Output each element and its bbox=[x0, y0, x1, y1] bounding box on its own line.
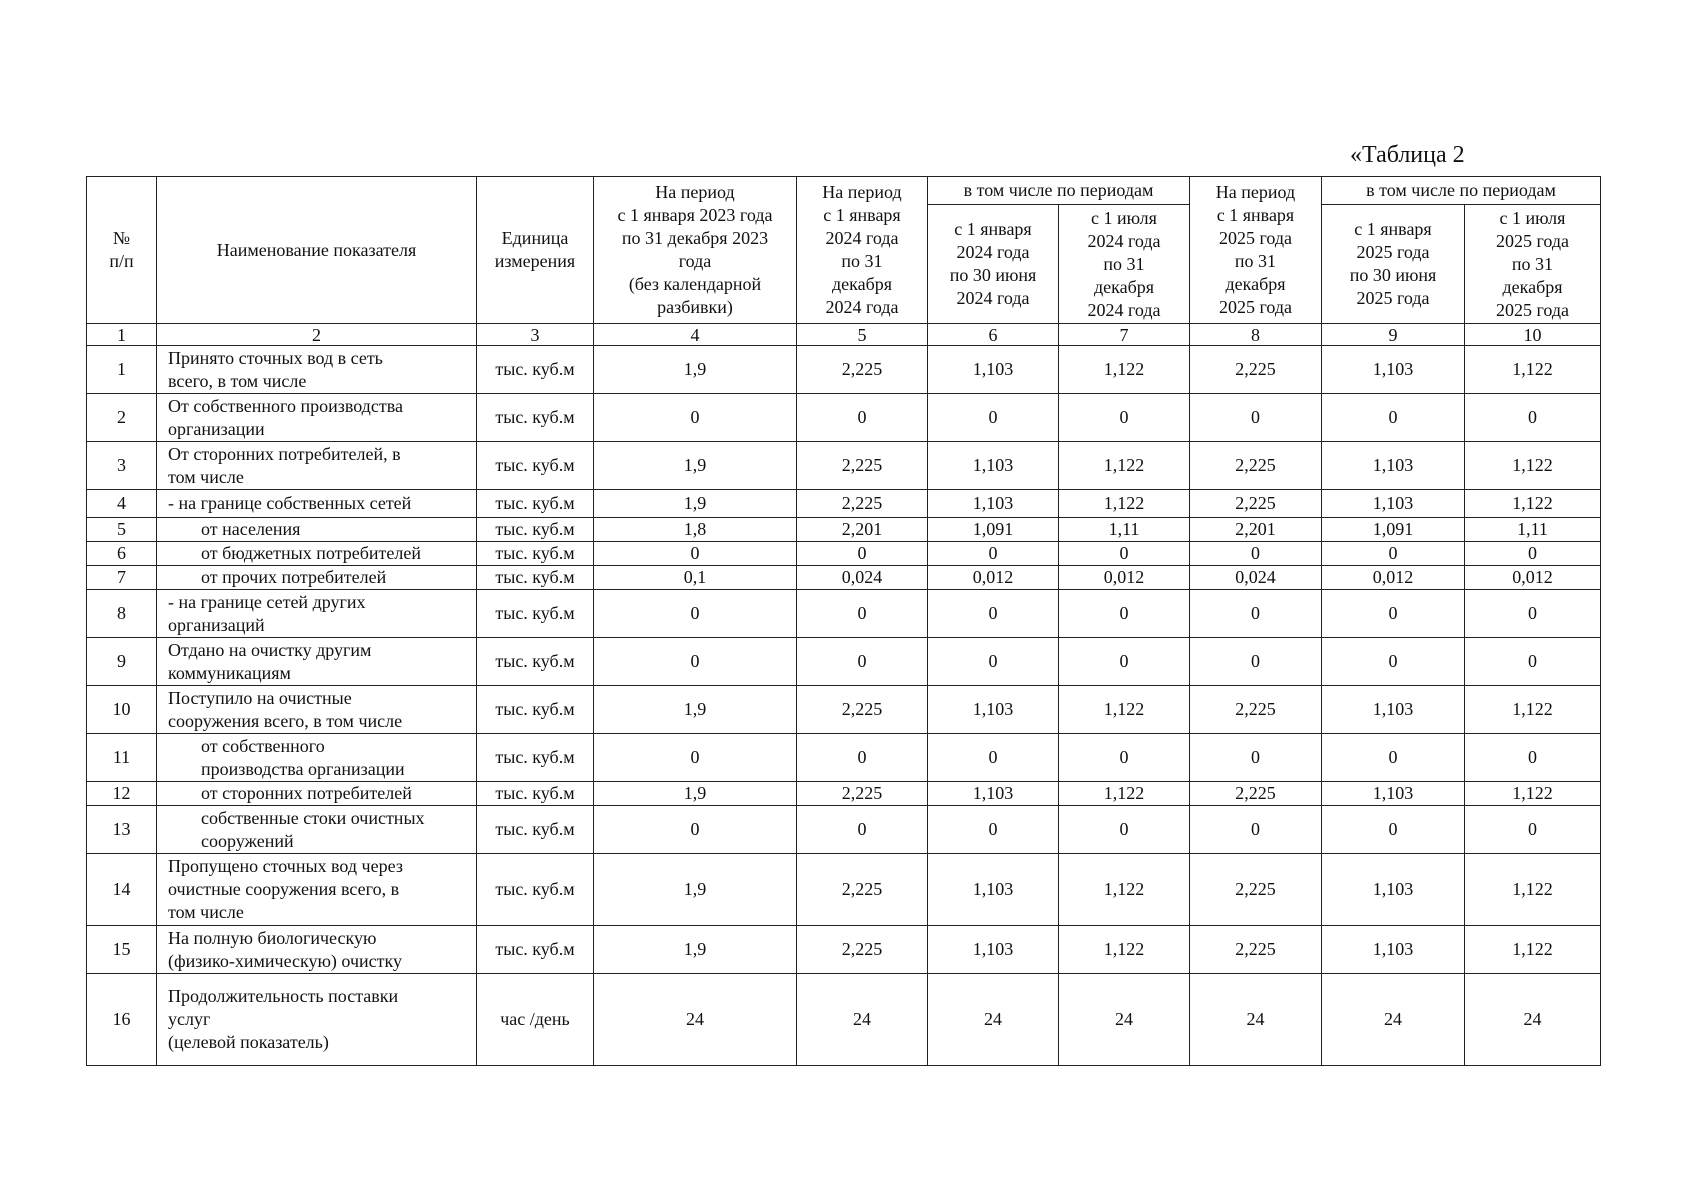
value-cell: 0,024 bbox=[797, 566, 928, 590]
value-cell: 1,122 bbox=[1465, 926, 1601, 974]
unit-cell: тыс. куб.м bbox=[477, 394, 594, 442]
value-cell: 0 bbox=[1322, 590, 1465, 638]
value-cell: 0 bbox=[1190, 638, 1322, 686]
value-cell: 1,103 bbox=[1322, 442, 1465, 490]
value-cell: 1,122 bbox=[1465, 782, 1601, 806]
value-cell: 1,103 bbox=[928, 686, 1059, 734]
value-cell: 1,122 bbox=[1465, 490, 1601, 518]
value-cell: 1,122 bbox=[1059, 490, 1190, 518]
indicator-name: от бюджетных потребителей bbox=[157, 542, 477, 566]
value-cell: 1,9 bbox=[594, 442, 797, 490]
value-cell: 0 bbox=[1059, 734, 1190, 782]
table-row bbox=[87, 442, 1601, 490]
value-cell: 0 bbox=[1059, 638, 1190, 686]
value-cell: 0 bbox=[928, 542, 1059, 566]
column-number: 1 bbox=[87, 324, 157, 346]
value-cell: 2,225 bbox=[797, 854, 928, 926]
header-period-2025: На период с 1 января 2025 года по 31 декабря 2025 года bbox=[1190, 177, 1322, 324]
value-cell: 1,122 bbox=[1059, 346, 1190, 394]
header-period-2023: На период с 1 января 2023 года по 31 декабря 2023 года (без календарной разбивки) bbox=[594, 177, 797, 324]
unit-cell: тыс. куб.м bbox=[477, 782, 594, 806]
table-caption: «Таблица 2 bbox=[1350, 142, 1465, 168]
value-cell: 0 bbox=[1322, 542, 1465, 566]
row-number: 4 bbox=[87, 490, 157, 518]
row-number: 14 bbox=[87, 854, 157, 926]
value-cell: 2,225 bbox=[797, 442, 928, 490]
header-2025-h2: с 1 июля 2025 года по 31 декабря 2025 года bbox=[1465, 205, 1601, 324]
value-cell: 1,122 bbox=[1059, 926, 1190, 974]
row-number: 12 bbox=[87, 782, 157, 806]
unit-cell: тыс. куб.м bbox=[477, 734, 594, 782]
value-cell: 1,103 bbox=[928, 926, 1059, 974]
row-number: 2 bbox=[87, 394, 157, 442]
value-cell: 0 bbox=[797, 806, 928, 854]
value-cell: 0,024 bbox=[1190, 566, 1322, 590]
value-cell: 0 bbox=[797, 542, 928, 566]
value-cell: 0 bbox=[1322, 734, 1465, 782]
value-cell: 24 bbox=[797, 974, 928, 1066]
value-cell: 0 bbox=[594, 806, 797, 854]
value-cell: 2,225 bbox=[1190, 926, 1322, 974]
value-cell: 1,122 bbox=[1465, 686, 1601, 734]
column-number: 10 bbox=[1465, 324, 1601, 346]
value-cell: 24 bbox=[928, 974, 1059, 1066]
value-cell: 24 bbox=[1190, 974, 1322, 1066]
unit-cell: тыс. куб.м bbox=[477, 442, 594, 490]
unit-cell: тыс. куб.м bbox=[477, 638, 594, 686]
column-number: 2 bbox=[157, 324, 477, 346]
unit-cell: тыс. куб.м bbox=[477, 346, 594, 394]
indicator-name: от сторонних потребителей bbox=[157, 782, 477, 806]
value-cell: 2,225 bbox=[1190, 442, 1322, 490]
value-cell: 2,225 bbox=[1190, 782, 1322, 806]
table-row bbox=[87, 782, 1601, 806]
value-cell: 2,201 bbox=[797, 518, 928, 542]
table-row bbox=[87, 854, 1601, 926]
column-number: 6 bbox=[928, 324, 1059, 346]
indicator-name: от собственного производства организации bbox=[157, 734, 477, 782]
value-cell: 1,9 bbox=[594, 490, 797, 518]
row-number: 8 bbox=[87, 590, 157, 638]
value-cell: 2,225 bbox=[1190, 686, 1322, 734]
value-cell: 2,225 bbox=[797, 346, 928, 394]
row-number: 11 bbox=[87, 734, 157, 782]
row-number: 7 bbox=[87, 566, 157, 590]
indicator-name: Пропущено сточных вод через очистные сооружения всего, в том числе bbox=[157, 854, 477, 926]
value-cell: 0,1 bbox=[594, 566, 797, 590]
value-cell: 0 bbox=[594, 542, 797, 566]
value-cell: 0 bbox=[1059, 394, 1190, 442]
value-cell: 0 bbox=[797, 734, 928, 782]
water-volume-table bbox=[86, 176, 1601, 1066]
unit-cell: тыс. куб.м bbox=[477, 490, 594, 518]
value-cell: 1,103 bbox=[1322, 490, 1465, 518]
indicator-name: От собственного производства организации bbox=[157, 394, 477, 442]
value-cell: 0 bbox=[928, 638, 1059, 686]
value-cell: 1,9 bbox=[594, 782, 797, 806]
table-row bbox=[87, 394, 1601, 442]
value-cell: 2,225 bbox=[797, 926, 928, 974]
unit-cell: тыс. куб.м bbox=[477, 590, 594, 638]
column-number: 5 bbox=[797, 324, 928, 346]
header-2024-h1: с 1 января 2024 года по 30 июня 2024 года bbox=[928, 205, 1059, 324]
value-cell: 0 bbox=[1465, 806, 1601, 854]
header-group-2024: в том числе по периодам bbox=[928, 177, 1190, 205]
value-cell: 0,012 bbox=[1059, 566, 1190, 590]
value-cell: 24 bbox=[1322, 974, 1465, 1066]
table-row bbox=[87, 346, 1601, 394]
value-cell: 1,103 bbox=[928, 442, 1059, 490]
value-cell: 1,103 bbox=[928, 854, 1059, 926]
value-cell: 0 bbox=[1059, 806, 1190, 854]
column-number: 7 bbox=[1059, 324, 1190, 346]
value-cell: 1,103 bbox=[1322, 926, 1465, 974]
value-cell: 0,012 bbox=[1322, 566, 1465, 590]
indicator-name: На полную биологическую (физико-химическую) очистку bbox=[157, 926, 477, 974]
value-cell: 1,122 bbox=[1059, 782, 1190, 806]
table-row bbox=[87, 926, 1601, 974]
header-2025-h1: с 1 января 2025 года по 30 июня 2025 года bbox=[1322, 205, 1465, 324]
indicator-name: Принято сточных вод в сеть всего, в том числе bbox=[157, 346, 477, 394]
value-cell: 1,122 bbox=[1059, 686, 1190, 734]
value-cell: 1,103 bbox=[1322, 854, 1465, 926]
value-cell: 0 bbox=[928, 734, 1059, 782]
value-cell: 2,201 bbox=[1190, 518, 1322, 542]
row-number: 5 bbox=[87, 518, 157, 542]
value-cell: 1,103 bbox=[928, 782, 1059, 806]
value-cell: 0 bbox=[594, 394, 797, 442]
value-cell: 0 bbox=[928, 806, 1059, 854]
value-cell: 1,11 bbox=[1465, 518, 1601, 542]
indicator-name: Отдано на очистку другим коммуникациям bbox=[157, 638, 477, 686]
header-unit: Единица измерения bbox=[477, 177, 594, 324]
value-cell: 1,122 bbox=[1059, 854, 1190, 926]
unit-cell: тыс. куб.м bbox=[477, 854, 594, 926]
value-cell: 1,122 bbox=[1465, 854, 1601, 926]
value-cell: 1,9 bbox=[594, 926, 797, 974]
value-cell: 2,225 bbox=[1190, 346, 1322, 394]
value-cell: 0 bbox=[1465, 542, 1601, 566]
value-cell: 0 bbox=[928, 394, 1059, 442]
indicator-name: Поступило на очистные сооружения всего, в том числе bbox=[157, 686, 477, 734]
value-cell: 24 bbox=[1465, 974, 1601, 1066]
value-cell: 2,225 bbox=[1190, 490, 1322, 518]
value-cell: 0 bbox=[797, 590, 928, 638]
value-cell: 0,012 bbox=[1465, 566, 1601, 590]
row-number: 13 bbox=[87, 806, 157, 854]
value-cell: 1,103 bbox=[928, 346, 1059, 394]
value-cell: 0 bbox=[1059, 590, 1190, 638]
value-cell: 2,225 bbox=[797, 686, 928, 734]
table-row bbox=[87, 566, 1601, 590]
table-row bbox=[87, 638, 1601, 686]
value-cell: 0 bbox=[1322, 394, 1465, 442]
header-period-2024: На период с 1 января 2024 года по 31 декабря 2024 года bbox=[797, 177, 928, 324]
value-cell: 1,103 bbox=[928, 490, 1059, 518]
indicator-name: собственные стоки очистных сооружений bbox=[157, 806, 477, 854]
unit-cell: тыс. куб.м bbox=[477, 806, 594, 854]
header-2024-h2: с 1 июля 2024 года по 31 декабря 2024 года bbox=[1059, 205, 1190, 324]
value-cell: 0 bbox=[797, 638, 928, 686]
table-row bbox=[87, 686, 1601, 734]
row-number: 15 bbox=[87, 926, 157, 974]
value-cell: 0 bbox=[797, 394, 928, 442]
row-number: 9 bbox=[87, 638, 157, 686]
value-cell: 1,122 bbox=[1465, 346, 1601, 394]
value-cell: 0 bbox=[594, 590, 797, 638]
value-cell: 1,103 bbox=[1322, 346, 1465, 394]
value-cell: 0 bbox=[1465, 734, 1601, 782]
value-cell: 1,11 bbox=[1059, 518, 1190, 542]
value-cell: 0 bbox=[1190, 394, 1322, 442]
row-number: 10 bbox=[87, 686, 157, 734]
value-cell: 1,9 bbox=[594, 854, 797, 926]
indicator-name: от населения bbox=[157, 518, 477, 542]
column-number: 8 bbox=[1190, 324, 1322, 346]
value-cell: 2,225 bbox=[797, 782, 928, 806]
column-number: 9 bbox=[1322, 324, 1465, 346]
value-cell: 1,122 bbox=[1059, 442, 1190, 490]
unit-cell: тыс. куб.м bbox=[477, 566, 594, 590]
value-cell: 0 bbox=[594, 638, 797, 686]
table-row bbox=[87, 590, 1601, 638]
table-row bbox=[87, 806, 1601, 854]
value-cell: 1,091 bbox=[928, 518, 1059, 542]
indicator-name: от прочих потребителей bbox=[157, 566, 477, 590]
indicator-name: Продолжительность поставки услуг (целевой показатель) bbox=[157, 974, 477, 1066]
value-cell: 2,225 bbox=[1190, 854, 1322, 926]
value-cell: 1,9 bbox=[594, 346, 797, 394]
value-cell: 0 bbox=[1322, 806, 1465, 854]
table-row bbox=[87, 518, 1601, 542]
table-row bbox=[87, 974, 1601, 1066]
value-cell: 0 bbox=[1190, 734, 1322, 782]
unit-cell: тыс. куб.м bbox=[477, 686, 594, 734]
header-number: № п/п bbox=[87, 177, 157, 324]
value-cell: 0 bbox=[1465, 638, 1601, 686]
value-cell: 24 bbox=[1059, 974, 1190, 1066]
value-cell: 0 bbox=[928, 590, 1059, 638]
value-cell: 1,122 bbox=[1465, 442, 1601, 490]
row-number: 3 bbox=[87, 442, 157, 490]
header-indicator-name: Наименование показателя bbox=[157, 177, 477, 324]
indicator-name: - на границе собственных сетей bbox=[157, 490, 477, 518]
value-cell: 0 bbox=[1322, 638, 1465, 686]
row-number: 1 bbox=[87, 346, 157, 394]
table-row bbox=[87, 734, 1601, 782]
unit-cell: тыс. куб.м bbox=[477, 518, 594, 542]
header-group-2025: в том числе по периодам bbox=[1322, 177, 1601, 205]
indicator-name: - на границе сетей других организаций bbox=[157, 590, 477, 638]
row-number: 6 bbox=[87, 542, 157, 566]
column-number: 3 bbox=[477, 324, 594, 346]
value-cell: 0 bbox=[1465, 590, 1601, 638]
value-cell: 0,012 bbox=[928, 566, 1059, 590]
value-cell: 0 bbox=[1059, 542, 1190, 566]
row-number: 16 bbox=[87, 974, 157, 1066]
unit-cell: час /день bbox=[477, 974, 594, 1066]
value-cell: 1,8 bbox=[594, 518, 797, 542]
value-cell: 1,103 bbox=[1322, 782, 1465, 806]
value-cell: 24 bbox=[594, 974, 797, 1066]
value-cell: 1,103 bbox=[1322, 686, 1465, 734]
value-cell: 0 bbox=[594, 734, 797, 782]
value-cell: 0 bbox=[1465, 394, 1601, 442]
value-cell: 2,225 bbox=[797, 490, 928, 518]
column-number-row bbox=[87, 324, 1601, 346]
unit-cell: тыс. куб.м bbox=[477, 926, 594, 974]
table-row bbox=[87, 542, 1601, 566]
value-cell: 0 bbox=[1190, 542, 1322, 566]
indicator-name: От сторонних потребителей, в том числе bbox=[157, 442, 477, 490]
unit-cell: тыс. куб.м bbox=[477, 542, 594, 566]
value-cell: 0 bbox=[1190, 806, 1322, 854]
header-row-1 bbox=[87, 177, 1601, 205]
value-cell: 1,9 bbox=[594, 686, 797, 734]
table-row bbox=[87, 490, 1601, 518]
column-number: 4 bbox=[594, 324, 797, 346]
value-cell: 1,091 bbox=[1322, 518, 1465, 542]
value-cell: 0 bbox=[1190, 590, 1322, 638]
